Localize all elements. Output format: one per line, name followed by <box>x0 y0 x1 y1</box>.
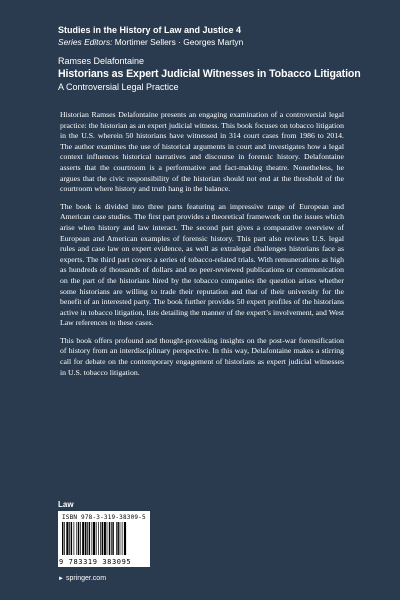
subject-category: Law <box>58 500 74 509</box>
isbn-text: ISBN 978-3-319-38309-5 <box>62 514 146 521</box>
blurb-paragraph-2: The book is divided into three parts featuring an impressive range of European and American case studies. The first part provides a theoretical framework on the issues which arise when history and law interact. The second part gives a comparative overview of European and American examples of forensic history. This part also reviews U.S. legal rules and case law on expert evidence, as well as extralegal challenges historians face as experts. The third part covers a series of tobacco-related trials. With remunerations as high as hundreds of thousands of dollars and no peer-reviewed publications or communication on the part of the historians hired by the tobacco companies the question arises whether some historians are willing to trade their reputation and that of their university for the benefit of an interested party. The book further provides 50 expert profiles of the historians active in tobacco litigation, lists detailing the manner of the expert’s involvement, and West Law references to these cases. <box>60 201 344 328</box>
blurb <box>60 110 344 385</box>
book-subtitle: A Controversial Legal Practice <box>58 82 179 92</box>
blurb-paragraph-3: This book offers profound and thought-provoking insights on the post-war forensification of history from an interdisciplinary perspective. In this way, Delafontaine makes a stirring call for debate on the contemporary engagement of historians as expert judicial witnesses in U.S. tobacco litigation. <box>60 335 344 377</box>
barcode-panel <box>58 511 150 567</box>
ean-digits: 9 783319 383095 <box>59 558 132 566</box>
publisher-url <box>58 574 106 584</box>
blurb-paragraph-1: Historian Ramses Delafontaine presents an engaging examination of a controversial legal practice: the historian as an expert judicial witness. This book focuses on tobacco litigation in the U.S. wherein 50 historians have witnessed in 314 court cases from 1986 to 2014. The author examines the use of historical arguments in court and investigates how a legal context influences historical narratives and discourse in forensic history. Delafontaine asserts that the courtroom is a performative and fact-making theatre. Nonetheless, he argues that the civic responsibility of the historian should not end at the threshold of the courtroom where history and truth hang in the balance. <box>60 110 344 194</box>
cover-header <box>58 24 378 93</box>
series-title: Studies in the History of Law and Justice 4 <box>58 25 242 35</box>
series-editors-names: Mortimer Sellers · Georges Martyn <box>114 37 244 47</box>
series-editors-label: Series Editors: <box>58 37 113 47</box>
publisher-url-text: springer.com <box>65 575 107 582</box>
series-editors <box>58 36 378 48</box>
barcode-icon <box>62 522 146 555</box>
author-name: Ramses Delafontaine <box>58 56 145 66</box>
arrow-right-icon: ► <box>58 576 64 582</box>
book-title: Historians as Expert Judicial Witnesses in Tobacco Litigation <box>58 68 361 80</box>
